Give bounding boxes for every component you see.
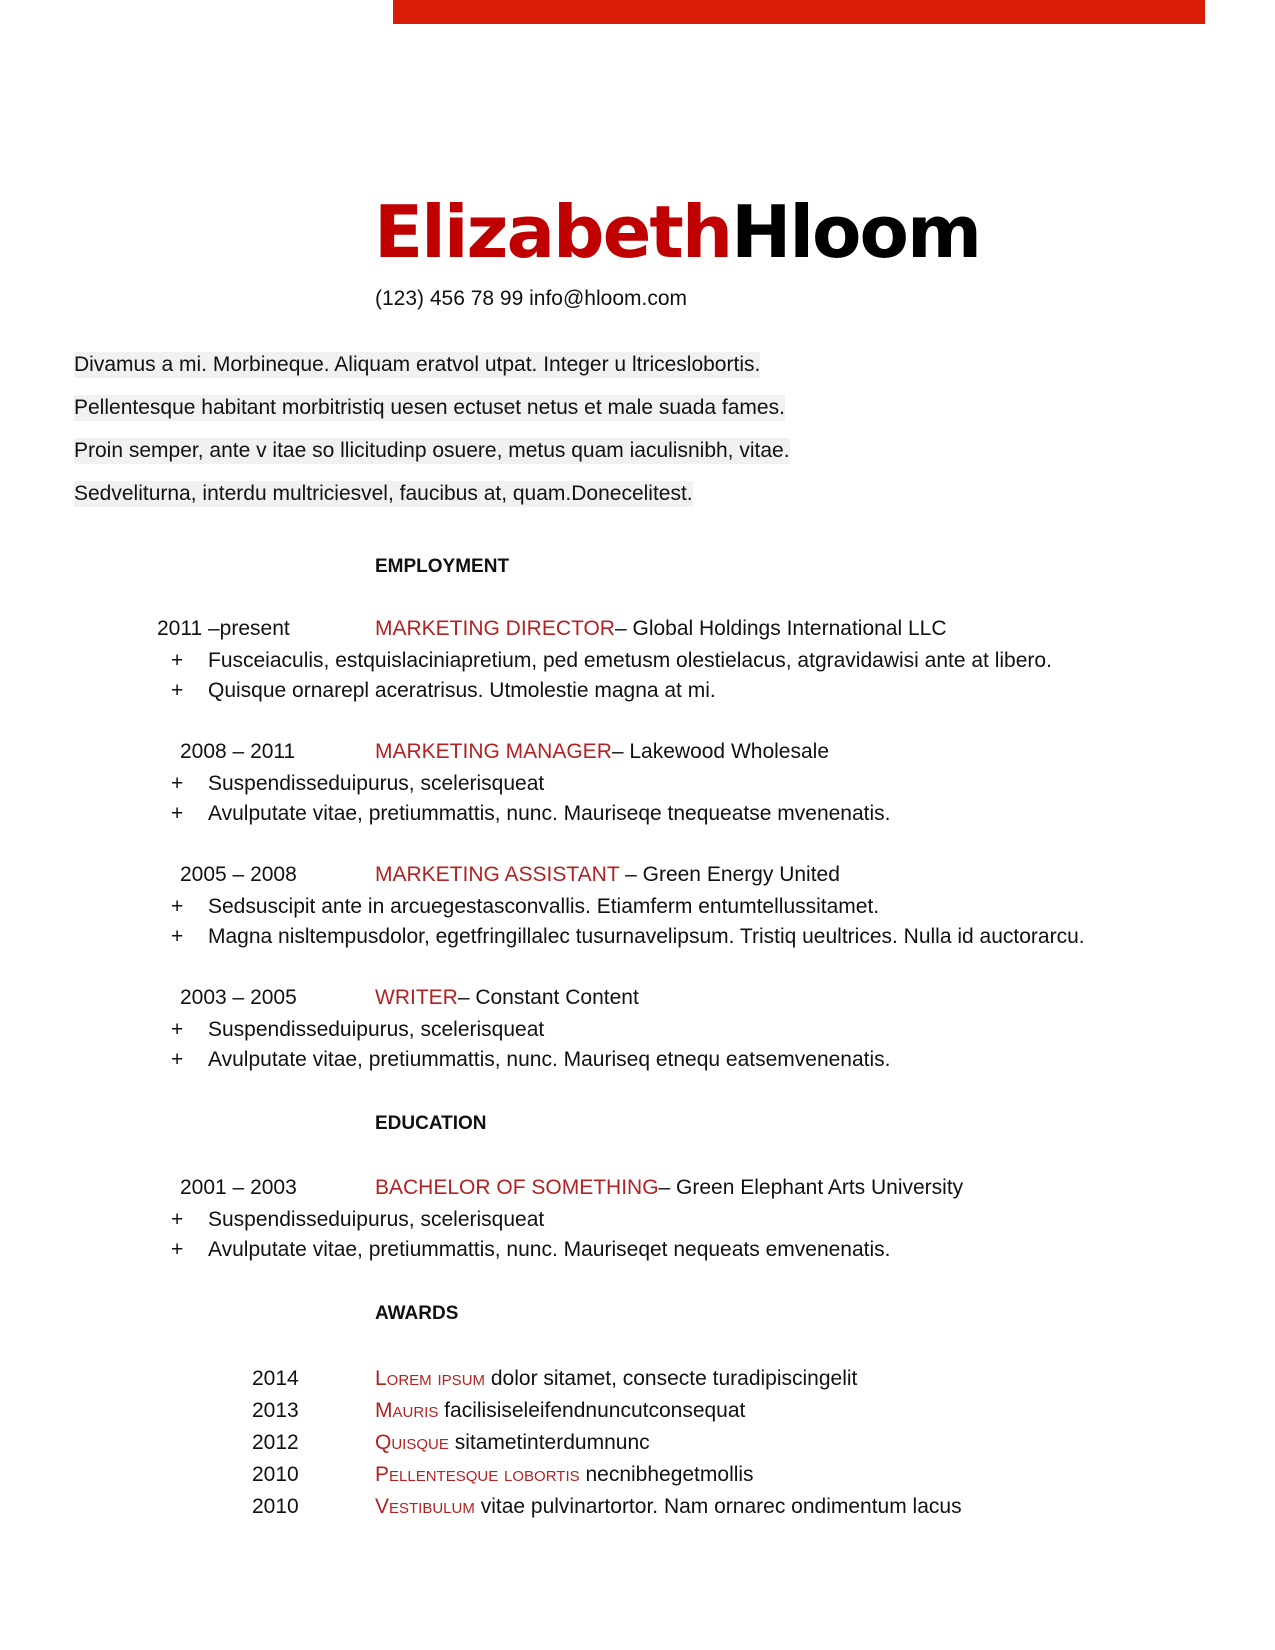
bullet-icon: + [171, 772, 184, 795]
education-degree: BACHELOR OF SOMETHING [375, 1176, 659, 1199]
education-title [375, 1176, 963, 1200]
job-role: WRITER [375, 986, 458, 1009]
job-bullet: Sedsuscipit ante in arcuegestasconvallis. Etiamferm entumtellussitamet. [208, 895, 880, 918]
award-title: Vestibulum [375, 1495, 475, 1518]
summary [74, 352, 790, 524]
award-entry [375, 1367, 857, 1391]
job-company: – Lakewood Wholesale [611, 740, 829, 763]
job-role: MARKETING MANAGER [375, 740, 612, 763]
job-title [375, 986, 639, 1010]
award-entry [375, 1495, 962, 1519]
education-bullet: Avulputate vitae, pretiummattis, nunc. Mauriseqet nequeats emvenenatis. [208, 1238, 891, 1261]
job-bullet: Quisque ornarepl aceratrisus. Utmolestie magna at mi. [208, 679, 716, 702]
bullet-icon: + [171, 679, 184, 702]
job-bullet: Fusceiaculis, estquislaciniapretium, ped emetusm olestielacus, atgravidawisi ante at libero. [208, 649, 1052, 672]
award-year: 2012 [252, 1431, 299, 1454]
summary-line: Proin semper, ante v itae so llicitudinp osuere, metus quam iaculisnibh, vitae. [74, 439, 790, 462]
education-school: – Green Elephant Arts University [658, 1176, 964, 1199]
job-bullet: Avulputate vitae, pretiummattis, nunc. Mauriseq etnequ eatsemvenenatis. [208, 1048, 891, 1071]
job-dates: 2005 – 2008 [180, 863, 297, 886]
award-year: 2010 [252, 1495, 299, 1518]
award-title: Lorem ipsum [375, 1367, 486, 1390]
award-entry [375, 1431, 650, 1455]
top-accent-bar [393, 0, 1205, 24]
award-title: Pellentesque lobortis [375, 1463, 580, 1486]
job-company: – Constant Content [457, 986, 639, 1009]
award-description: facilisiseleifendnuncutconsequat [438, 1399, 746, 1422]
education-heading: EDUCATION [375, 1113, 487, 1134]
job-role: MARKETING DIRECTOR [375, 617, 615, 640]
award-entry [375, 1399, 745, 1423]
bullet-icon: + [171, 925, 184, 948]
awards-heading: AWARDS [375, 1303, 459, 1324]
last-name: Hloom [731, 190, 980, 274]
candidate-name [374, 190, 980, 274]
job-title [375, 863, 840, 887]
award-title: Mauris [375, 1399, 439, 1422]
job-bullet: Magna nisltempusdolor, egetfringillalec tusurnavelipsum. Tristiq ueultrices. Nulla id auctorarcu. [208, 925, 1085, 948]
award-entry [375, 1463, 754, 1487]
award-year: 2010 [252, 1463, 299, 1486]
bullet-icon: + [171, 1238, 184, 1261]
award-year: 2013 [252, 1399, 299, 1422]
award-year: 2014 [252, 1367, 299, 1390]
award-description: sitametinterdumnunc [448, 1431, 650, 1454]
job-title [375, 617, 947, 641]
summary-line: Divamus a mi. Morbineque. Aliquam eratvol utpat. Integer u ltriceslobortis. [74, 353, 761, 376]
first-name: Elizabeth [374, 190, 732, 274]
award-description: dolor sitamet, consecte turadipiscingelit [485, 1367, 858, 1390]
employment-heading: EMPLOYMENT [375, 556, 510, 577]
award-description: necnibhegetmollis [579, 1463, 754, 1486]
job-role: MARKETING ASSISTANT [375, 863, 626, 886]
bullet-icon: + [171, 649, 184, 672]
award-title: Quisque [375, 1431, 449, 1454]
job-bullet: Avulputate vitae, pretiummattis, nunc. Mauriseqe tnequeatse mvenenatis. [208, 802, 891, 825]
award-description: vitae pulvinartortor. Nam ornarec ondimentum lacus [474, 1495, 962, 1518]
job-company: – Global Holdings International LLC [614, 617, 947, 640]
bullet-icon: + [171, 1048, 184, 1071]
job-bullet: Suspendisseduipurus, scelerisqueat [208, 772, 545, 795]
bullet-icon: + [171, 895, 184, 918]
education-bullet: Suspendisseduipurus, scelerisqueat [208, 1208, 545, 1231]
job-dates: 2008 – 2011 [180, 740, 296, 763]
bullet-icon: + [171, 1208, 184, 1231]
job-dates: 2003 – 2005 [180, 986, 297, 1009]
education-dates: 2001 – 2003 [180, 1176, 297, 1199]
bullet-icon: + [171, 802, 184, 825]
job-company: – Green Energy United [625, 863, 840, 886]
summary-line: Pellentesque habitant morbitristiq uesen ectuset netus et male suada fames. [74, 396, 785, 419]
contact-info: (123) 456 78 99 info@hloom.com [375, 287, 687, 310]
job-dates: 2011 –present [157, 617, 290, 640]
summary-line: Sedveliturna, interdu multriciesvel, faucibus at, quam.Donecelitest. [74, 482, 693, 505]
job-bullet: Suspendisseduipurus, scelerisqueat [208, 1018, 545, 1041]
bullet-icon: + [171, 1018, 184, 1041]
job-title [375, 740, 829, 764]
